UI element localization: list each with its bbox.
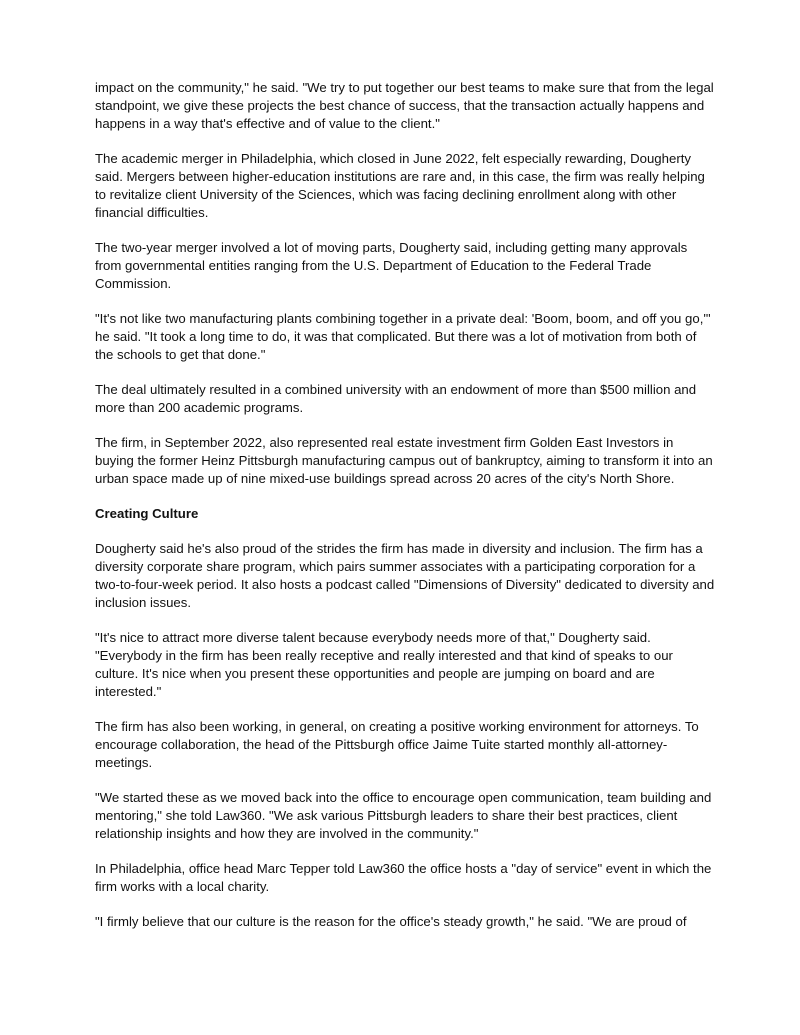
- section-heading: Creating Culture: [95, 506, 199, 521]
- paragraph: Dougherty said he's also proud of the strides the firm has made in diversity and inclusion. The firm has a diversity corporate share program, which pairs summer associates with a participating corporation for a two-to-four-week period. It also hosts a podcast called "Dimensions of Diversity" dedicated to diversity and inclusion issues.: [95, 541, 715, 610]
- paragraph: "I firmly believe that our culture is the reason for the office's steady growth," he said. "We are proud of: [95, 914, 687, 929]
- paragraph: "It's not like two manufacturing plants combining together in a private deal: 'Boom, boom, and off you go,'" he said. "It took a long time to do, it was that complicated. But there was a lot of motivation from both of the schools to get that done.": [95, 311, 711, 362]
- paragraph: The firm has also been working, in general, on creating a positive working environment for attorneys. To encourage collaboration, the head of the Pittsburgh office Jaime Tuite started monthly all-attorney-meetings.: [95, 719, 699, 770]
- paragraph: The academic merger in Philadelphia, which closed in June 2022, felt especially rewarding, Dougherty said. Mergers between higher-education institutions are rare and, in this case, the firm was really helping to revitalize client University of the Sciences, which was facing declining enrollment along with other financial difficulties.: [95, 151, 705, 220]
- paragraph: The deal ultimately resulted in a combined university with an endowment of more than $500 million and more than 200 academic programs.: [95, 382, 697, 415]
- paragraph: impact on the community," he said. "We try to put together our best teams to make sure that from the legal standpoint, we give these projects the best chance of success, that the transaction actually happens and happens in a way that's effective and of value to the client.": [95, 80, 714, 131]
- article-body: [95, 79, 715, 948]
- paragraph: "We started these as we moved back into the office to encourage open communication, team building and mentoring," she told Law360. "We ask various Pittsburgh leaders to share their best practices, client relationship insights and how they are involved in the community.": [95, 790, 712, 841]
- paragraph: "It's nice to attract more diverse talent because everybody needs more of that," Dougherty said. "Everybody in the firm has been really receptive and really interested and that kind of speaks to our culture. It's nice when you present these opportunities and people are jumping on board and are interested.": [95, 630, 673, 699]
- paragraph: The two-year merger involved a lot of moving parts, Dougherty said, including getting many approvals from governmental entities ranging from the U.S. Department of Education to the Federal Trade Commission.: [95, 240, 688, 291]
- paragraph: The firm, in September 2022, also represented real estate investment firm Golden East Investors in buying the former Heinz Pittsburgh manufacturing campus out of bankruptcy, aiming to transform it into an urban space made up of nine mixed-use buildings spread across 20 acres of the city's North Shore.: [95, 435, 713, 486]
- paragraph: In Philadelphia, office head Marc Tepper told Law360 the office hosts a "day of service" event in which the firm works with a local charity.: [95, 861, 712, 894]
